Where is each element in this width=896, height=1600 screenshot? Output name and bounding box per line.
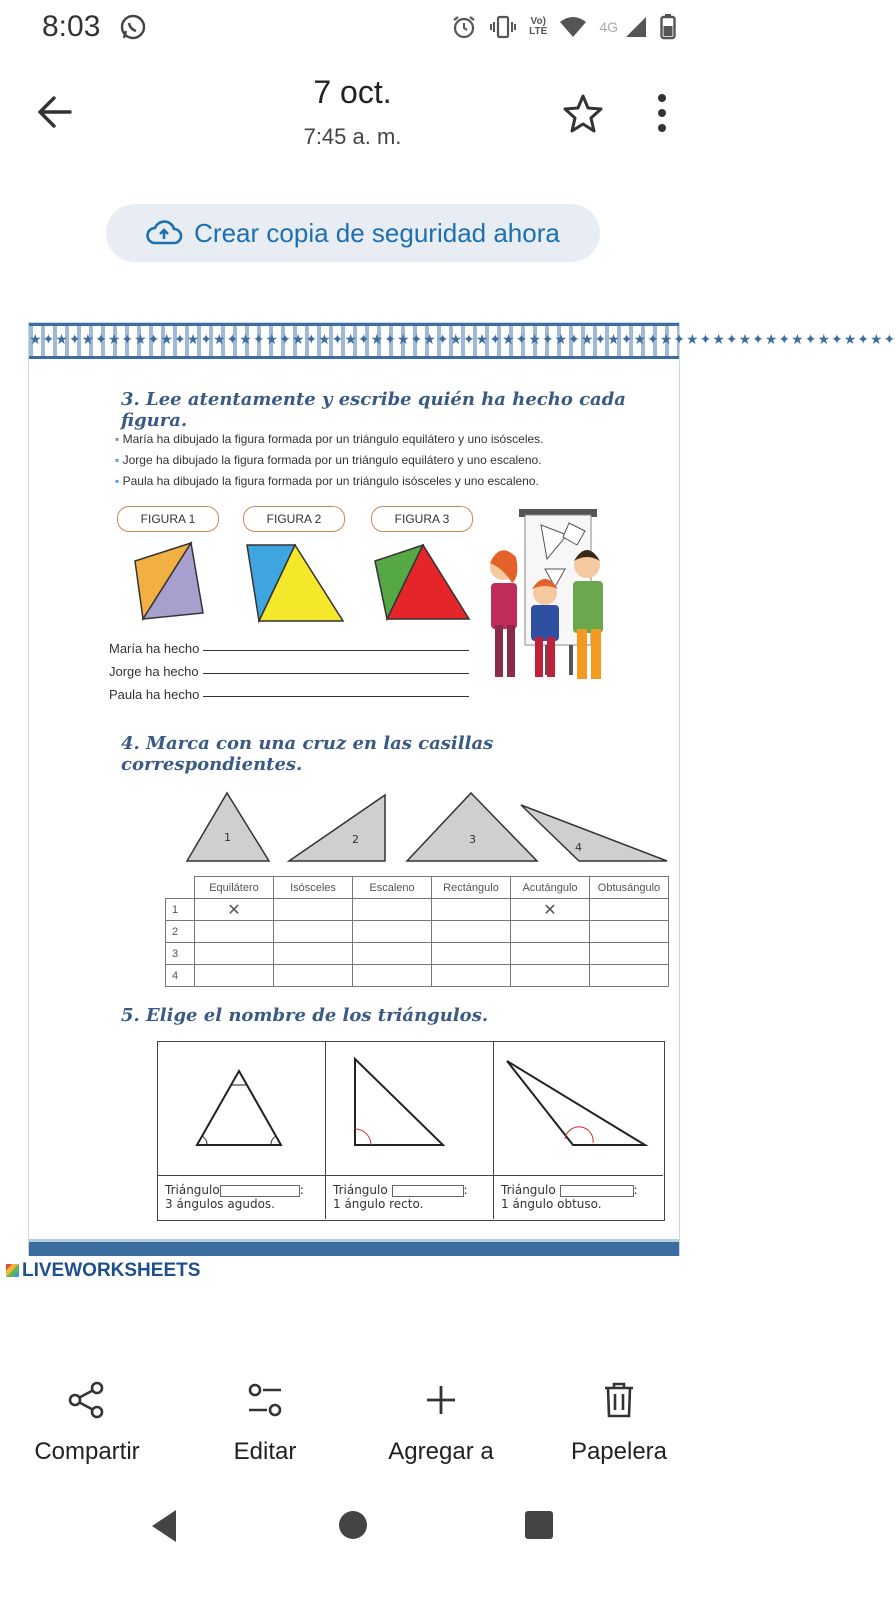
q5-title: 5. Elige el nombre de los triángulos. xyxy=(121,1005,489,1026)
caption-suffix: : xyxy=(633,1183,638,1197)
figure-3-shape xyxy=(371,541,475,623)
table-cell[interactable] xyxy=(511,921,590,943)
row-number: 4 xyxy=(166,965,195,987)
edit-button[interactable] xyxy=(180,1380,350,1466)
wifi-icon xyxy=(559,16,587,38)
figure-2-label: FIGURA 2 xyxy=(243,506,345,532)
volte-indicator xyxy=(529,17,547,37)
liveworksheets-logo xyxy=(6,1260,200,1282)
network-type: 4G xyxy=(599,19,618,35)
table-cell[interactable] xyxy=(511,943,590,965)
lte-label: LTE xyxy=(529,26,548,37)
children-illustration xyxy=(485,507,625,691)
table-cell[interactable] xyxy=(353,943,432,965)
table-cell[interactable] xyxy=(353,921,432,943)
share-label: Compartir xyxy=(34,1438,140,1465)
table-cell[interactable] xyxy=(274,943,353,965)
caption-1 xyxy=(165,1183,304,1211)
maria-label: María ha hecho xyxy=(109,641,200,656)
nav-recents-icon[interactable] xyxy=(524,1510,554,1540)
caption-3 xyxy=(501,1183,638,1211)
q5-divider xyxy=(493,1041,494,1219)
triangle-number: 4 xyxy=(575,841,582,854)
caption-detail: 1 ángulo obtuso. xyxy=(501,1197,602,1211)
share-icon xyxy=(67,1380,107,1420)
edit-label: Editar xyxy=(233,1438,297,1465)
caption-suffix: : xyxy=(299,1183,304,1197)
table-cell[interactable]: ✕ xyxy=(511,899,590,921)
caption-prefix: Triángulo xyxy=(501,1183,556,1197)
table-cell[interactable]: ✕ xyxy=(195,899,274,921)
page-subtitle: 7:45 a. m. xyxy=(303,124,402,149)
alarm-icon xyxy=(451,14,477,40)
answer-box-3[interactable] xyxy=(560,1185,634,1197)
table-cell[interactable] xyxy=(274,965,353,987)
equilateral-triangle xyxy=(189,1067,289,1153)
share-button[interactable] xyxy=(2,1380,172,1466)
worksheet-image xyxy=(28,322,896,1256)
table-header-row xyxy=(166,877,669,899)
trash-label: Papelera xyxy=(570,1438,668,1465)
liveworksheets-logo-icon xyxy=(6,1264,19,1277)
caption-2 xyxy=(333,1183,468,1211)
table-row xyxy=(166,943,669,965)
caption-suffix: : xyxy=(463,1183,468,1197)
table-corner xyxy=(166,877,195,899)
jorge-label: Jorge ha hecho xyxy=(109,664,199,679)
brand-text: LIVEWORKSHEETS xyxy=(22,1260,201,1281)
table-header: Acutángulo xyxy=(511,877,590,899)
q3-bullets xyxy=(115,429,544,492)
right-triangle xyxy=(349,1055,449,1149)
backup-label: Crear copia de seguridad ahora xyxy=(194,217,560,248)
table-cell[interactable] xyxy=(590,965,669,987)
trash-button[interactable] xyxy=(534,1380,704,1466)
table-header: Obtusángulo xyxy=(590,877,669,899)
figure-2-shape xyxy=(243,541,353,623)
table-cell[interactable] xyxy=(590,921,669,943)
backup-now-button[interactable] xyxy=(106,204,600,262)
q4-title: 4. Marca con una cruz en las casillas correspondientes. xyxy=(121,733,494,775)
q3-bullet: ▪ Paula ha dibujado la figura formada por un triángulo isósceles y uno escaleno. xyxy=(115,471,544,492)
figure-1-label: FIGURA 1 xyxy=(117,506,219,532)
table-row xyxy=(166,899,669,921)
caption-detail: 3 ángulos agudos. xyxy=(165,1197,275,1211)
table-cell[interactable] xyxy=(195,921,274,943)
maria-fill-line[interactable] xyxy=(109,641,469,656)
battery-icon xyxy=(660,14,676,40)
q4-table xyxy=(165,876,669,987)
table-cell[interactable] xyxy=(590,899,669,921)
row-number: 2 xyxy=(166,921,195,943)
paula-fill-line[interactable] xyxy=(109,687,469,702)
row-number: 3 xyxy=(166,943,195,965)
table-row xyxy=(166,921,669,943)
table-cell[interactable] xyxy=(353,965,432,987)
trash-icon xyxy=(599,1380,639,1420)
q3-bullet: ▪ Jorge ha dibujado la figura formada por un triángulo equilátero y uno escaleno. xyxy=(115,450,544,471)
volte-label: Vo) xyxy=(530,16,546,27)
jorge-fill-line[interactable] xyxy=(109,664,469,679)
table-cell[interactable] xyxy=(432,965,511,987)
table-cell[interactable] xyxy=(432,943,511,965)
bottom-border xyxy=(29,1239,679,1256)
whatsapp-icon xyxy=(118,12,148,42)
caption-detail: 1 ángulo recto. xyxy=(333,1197,424,1211)
caption-prefix: Triángulo xyxy=(165,1183,220,1197)
q5-divider xyxy=(325,1041,326,1219)
table-cell[interactable] xyxy=(432,899,511,921)
vibrate-icon xyxy=(489,15,517,39)
cell-signal-icon xyxy=(624,15,648,39)
more-options-icon[interactable] xyxy=(650,92,674,134)
answer-box-1[interactable] xyxy=(220,1185,300,1197)
table-header: Escaleno xyxy=(353,877,432,899)
add-to-button[interactable] xyxy=(356,1380,526,1466)
status-time: 8:03 xyxy=(42,10,101,43)
figure-3-label: FIGURA 3 xyxy=(371,506,473,532)
q4-triangles xyxy=(179,789,669,865)
table-header: Equilátero xyxy=(195,877,274,899)
tune-icon xyxy=(245,1380,285,1420)
table-cell[interactable] xyxy=(195,965,274,987)
table-cell[interactable] xyxy=(195,943,274,965)
row-number: 1 xyxy=(166,899,195,921)
page-title: 7 oct. xyxy=(313,74,392,110)
paula-label: Paula ha hecho xyxy=(109,687,200,702)
plus-icon xyxy=(421,1380,461,1420)
table-row xyxy=(166,965,669,987)
favorite-star-icon[interactable] xyxy=(562,92,604,134)
table-cell[interactable] xyxy=(274,899,353,921)
q5-divider xyxy=(157,1175,663,1176)
table-header: Isósceles xyxy=(274,877,353,899)
table-cell[interactable] xyxy=(590,943,669,965)
triangle-number: 2 xyxy=(352,833,359,846)
caption-prefix: Triángulo xyxy=(333,1183,388,1197)
cloud-upload-icon xyxy=(146,220,182,246)
nav-back-icon[interactable] xyxy=(148,1506,180,1546)
answer-box-2[interactable] xyxy=(392,1185,464,1197)
table-cell[interactable] xyxy=(511,965,590,987)
triangle-number: 1 xyxy=(224,831,231,844)
add-to-label: Agregar a xyxy=(388,1438,494,1465)
star-border-top: ★✦★✦★✦★✦★✦★✦★✦★✦★✦★✦★✦★✦★✦★✦★✦★✦★✦★✦★✦★✦★✦★✦★✦★✦★✦★✦★✦★✦★✦★✦★✦★✦★✦ xyxy=(29,323,679,359)
q3-bullet: ▪ María ha dibujado la figura formada por un triángulo equilátero y uno isósceles. xyxy=(115,429,544,450)
figure-1-shape xyxy=(129,539,219,623)
nav-home-icon[interactable] xyxy=(338,1510,368,1540)
table-cell[interactable] xyxy=(432,921,511,943)
q3-title: 3. Lee atentamente y escribe quién ha hecho cada figura. xyxy=(121,389,626,431)
obtuse-triangle xyxy=(503,1057,651,1149)
table-cell[interactable] xyxy=(353,899,432,921)
table-cell[interactable] xyxy=(274,921,353,943)
table-header: Rectángulo xyxy=(432,877,511,899)
status-icons xyxy=(451,12,676,42)
triangle-number: 3 xyxy=(469,833,476,846)
